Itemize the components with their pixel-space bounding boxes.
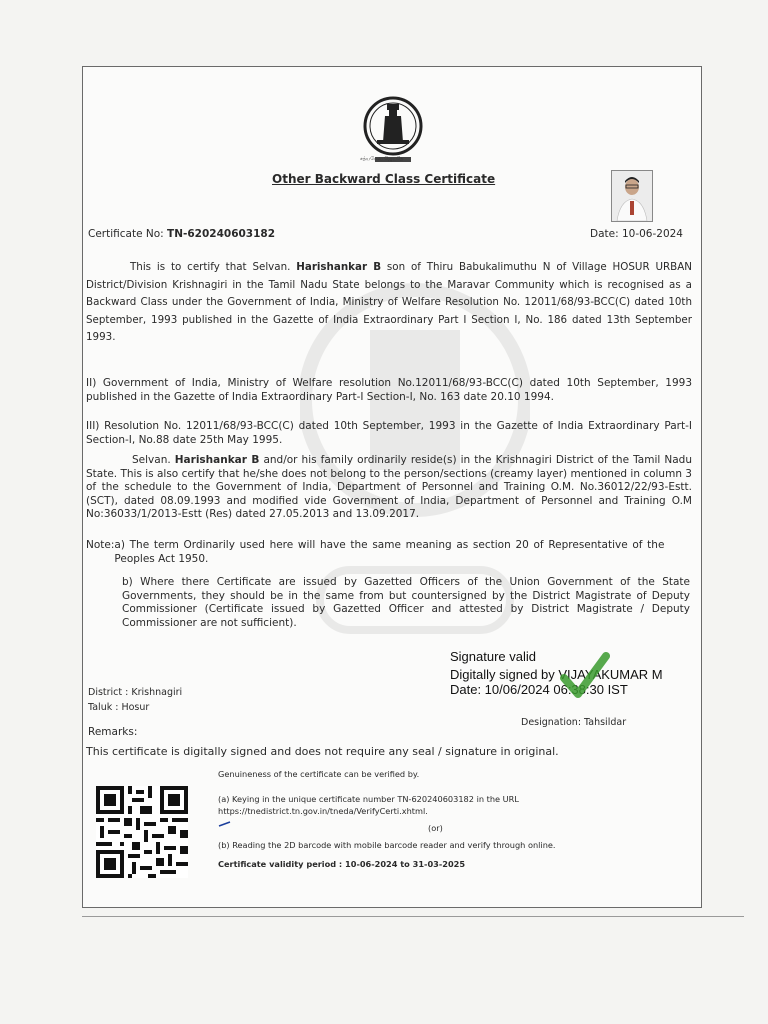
person-photo-icon — [612, 171, 652, 221]
qr-code — [96, 786, 188, 878]
signature-valid-check-icon — [560, 652, 610, 698]
paragraph-text: son of Thiru Babukalimuthu N of Village HOSUR URBAN District/Division Krishnagiri in the Tamil Nadu State belongs to the Maravar Community which is recognised as a Backward Class under the Government of India, Ministry of Welfare Resolution No. 12011/68/93-BCC(C) dated 10th September, 1993 published in the Gazette of India Extraordinary Part I Section I, No. 186 dated 13th September 1993. — [86, 261, 692, 343]
note-b: b) Where there Certificate are issued by Gazetted Officers of the Union Government of the State Governments, they should be in the same from but countersigned by the District Magistrate of Deputy Commissioner (Certificate issued by Gazetted Officer and attested by District Magistrate / Deputy Commissioner are not sufficient). — [122, 576, 690, 629]
remarks-label: Remarks: — [88, 726, 138, 738]
paragraph-text: Selvan. — [132, 454, 175, 466]
certification-paragraph — [86, 259, 692, 347]
location-info — [88, 685, 182, 715]
pen-mark-icon — [218, 820, 232, 828]
certificate-number-label: Certificate No: — [88, 228, 164, 240]
certificate-number-value: TN-620240603182 — [167, 228, 276, 240]
signature-date: Date: 10/06/2024 06:38:30 IST — [450, 682, 628, 697]
paragraph-text: and/or his family ordinarily reside(s) in the Krishnagiri District of the Tamil Nadu State. This is also certify that he/she does not belong to the person/sections (creamy layer) mentioned in column 3 of the schedule to the Government of India, Department of Personnel and Training O.M. No.36012/22/93-Estt.(SCT), dated 08.09.1993 and modified vide Government of India, Department of Personnel and Training O.M No:36033/1/2013-Estt (Res) dated 27.05.2013 and 13.09.2017. — [86, 454, 692, 520]
page-title: Other Backward Class Certificate — [272, 172, 496, 186]
signature-valid: Signature valid — [450, 649, 536, 664]
verification-intro: Genuineness of the certificate can be verified by. — [218, 769, 420, 779]
verification-or: (or) — [428, 823, 443, 833]
note-a — [86, 539, 692, 566]
validity-period: Certificate validity period : 10-06-2024 to 31-03-2025 — [218, 859, 466, 869]
residence-paragraph — [86, 454, 692, 522]
signed-by: Digitally signed by VIJAYAKUMAR M — [450, 667, 663, 682]
note-a-text: a) The term Ordinarily used here will have the same meaning as section 20 of Representative of the Peoples Act 1950. — [114, 539, 665, 565]
verification-option-a: (a) Keying in the unique certificate number TN-620240603182 in the URL https://tnedistrict.tn.gov.in/tneda/VerifyCerti.xhtml. — [218, 794, 519, 816]
holder-name: Harishankar B — [296, 261, 382, 273]
designation: Designation: Tahsildar — [521, 717, 627, 728]
holder-name: Harishankar B — [174, 454, 260, 466]
emblem-motto: சத்யமேவ ஜெயதே — [360, 156, 404, 162]
note-label: Note: — [86, 539, 115, 551]
digital-signature-block — [450, 649, 663, 697]
bottom-divider — [82, 916, 744, 917]
verification-option-b: (b) Reading the 2D barcode with mobile barcode reader and verify through online. — [218, 840, 556, 850]
digital-signed-note: This certificate is digitally signed and does not require any seal / signature in original. — [86, 745, 559, 758]
certificate-number — [88, 228, 275, 240]
issue-date: Date: 10-06-2024 — [590, 228, 683, 240]
paragraph-text: This is to certify that Selvan. — [130, 261, 297, 273]
resolution-iii: III) Resolution No. 12011/68/93-BCC(C) dated 10th September, 1993 in the Gazette of India Extraordinary Part-I Section-I, No.88 date 25th May 1995. — [86, 420, 692, 446]
taluk-label: Taluk : Hosur — [88, 702, 150, 713]
resolution-ii: II) Government of India, Ministry of Welfare resolution No.12011/68/93-BCC(C) dated 10th September, 1993 published in the Gazette of India Extraordinary Part-I Section-I, No. 163 date 20.10 1994. — [86, 377, 692, 403]
applicant-photo — [611, 170, 653, 222]
district-label: District : Krishnagiri — [88, 687, 183, 698]
